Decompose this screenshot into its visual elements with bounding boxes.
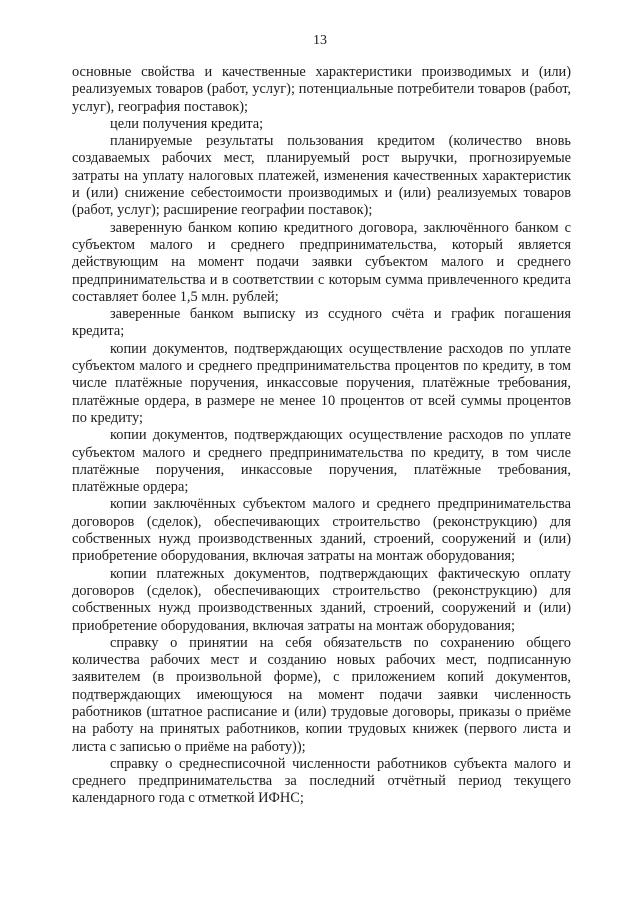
paragraph: копии документов, подтверждающих осуществление расходов по уплате субъектом малого и среднего предпринимательства по кредиту, в том числе платёжные поручения, инкассовые поручения, платёжные требования, платёжные ордера;	[72, 427, 571, 496]
paragraph: планируемые результаты пользования кредитом (количество вновь создаваемых рабочих мест, планируемый рост выручки, прогнозируемые затраты на уплату налоговых платежей, изменения качественных характеристик и (или) снижение себестоимости производимых и (или) реализуемых товаров (работ, услуг); расширение географии поставок);	[72, 133, 571, 219]
paragraph: справку о среднесписочной численности работников субъекта малого и среднего предпринимательства за последний отчётный период текущего календарного года с отметкой ИФНС;	[72, 755, 571, 807]
paragraph: копии документов, подтверждающих осуществление расходов по уплате субъектом малого и среднего предпринимательства процентов по кредиту, в том числе платёжные поручения, инкассовые поручения, платёжные требования, платёжные ордера, в размере не менее 10 процентов от всей суммы процентов по кредиту;	[72, 340, 571, 426]
document-body	[72, 64, 571, 808]
paragraph: копии заключённых субъектом малого и среднего предпринимательства договоров (сделок), обеспечивающих строительство (реконструкцию) для собственных нужд производственных зданий, строений, сооружений и (или) приобретение оборудования, включая затраты на монтаж оборудования;	[72, 496, 571, 565]
paragraph: цели получения кредита;	[110, 115, 264, 132]
paragraph: копии платежных документов, подтверждающих фактическую оплату договоров (сделок), обеспечивающих строительство (реконструкцию) для собственных нужд производственных зданий, строений, сооружений и (или) приобретение оборудования, включая затраты на монтаж оборудования;	[72, 565, 571, 634]
paragraph: основные свойства и качественные характеристики производимых и (или) реализуемых товаров (работ, услуг); потенциальные потребители товаров (работ, услуг), география поставок);	[72, 64, 571, 115]
paragraph: заверенные банком выписку из ссудного счёта и график погашения кредита;	[72, 306, 571, 340]
paragraph: справку о принятии на себя обязательств по сохранению общего количества рабочих мест и созданию новых рабочих мест, подписанную заявителем (в произвольной форме), с приложением копий документов, подтверждающих имеющуюся на момент подачи заявки численность работников (штатное расписание и (или) трудовые договоры, приказы о приёме на работу на принятых работников, копии трудовых книжек (первого листа и листа с записью о приёме на работу));	[72, 634, 571, 755]
page-number: 13	[313, 33, 327, 48]
paragraph: заверенную банком копию кредитного договора, заключённого банком с субъектом малого и среднего предпринимательства, который является действующим на момент подачи заявки субъектом малого и среднего предпринимательства и в соответствии с которым сумма привлеченного кредита составляет более 1,5 млн. рублей;	[72, 219, 571, 305]
